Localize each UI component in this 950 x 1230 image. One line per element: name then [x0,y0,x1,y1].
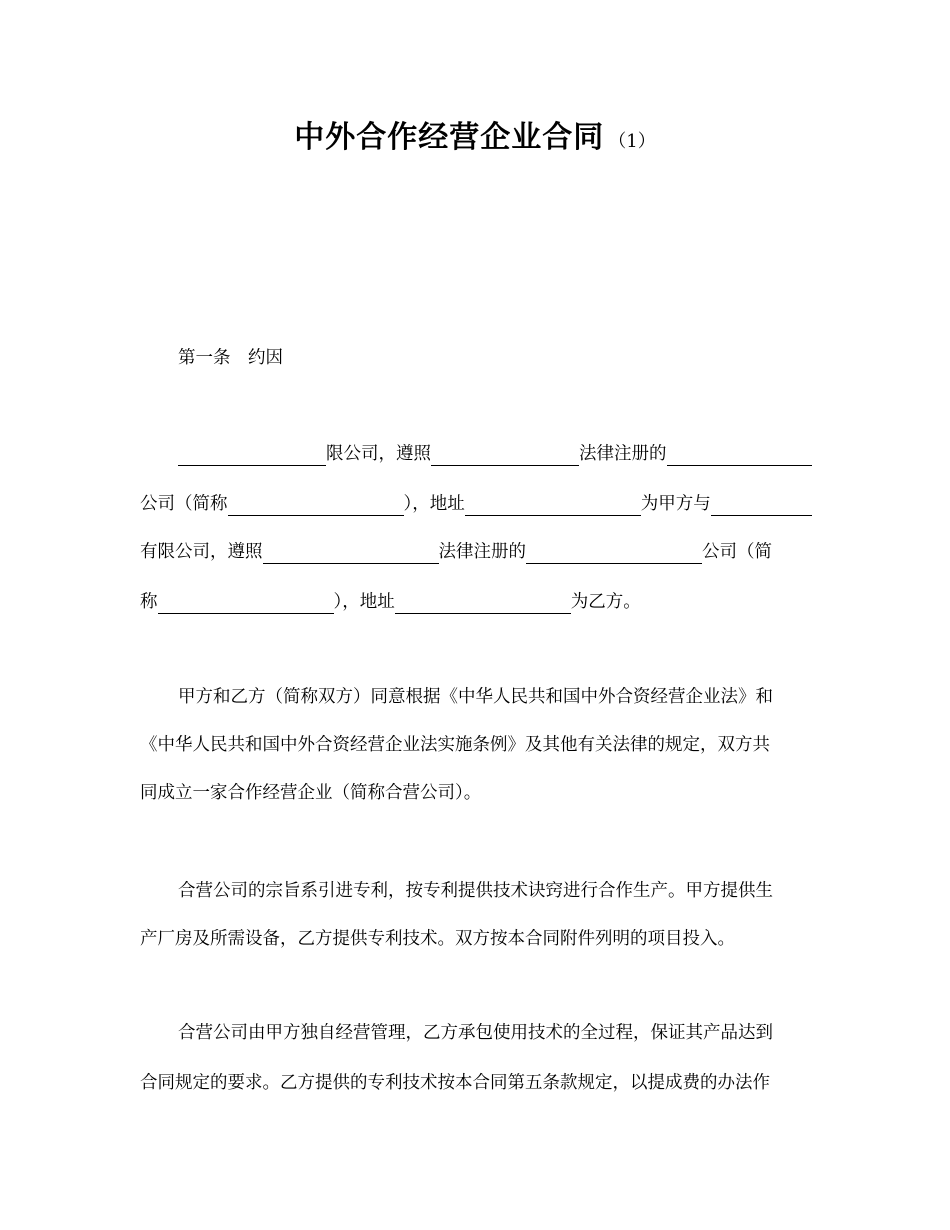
blank-field[interactable] [526,545,702,564]
title-main: 中外合作经营企业合同 [294,120,605,155]
parties-text: 为乙方。 [570,592,641,612]
parties-text: 称 [140,592,158,612]
paragraph-line: 合营公司的宗旨系引进专利，按专利提供技术诀窍进行合作生产。甲方提供生 [178,881,773,901]
parties-line-2 [140,492,812,516]
paragraph-line: 《中华人民共和国中外合资经营企业法实施条例》及其他有关法律的规定，双方共 [140,735,770,755]
parties-text: 公司（简称 [140,494,228,514]
parties-line-4 [140,590,812,614]
blank-field[interactable] [178,447,326,466]
paragraph-line: 同成立一家合作经营企业（简称合营公司）。 [140,783,482,803]
blank-field[interactable] [395,595,571,614]
blank-field[interactable] [228,497,404,516]
paragraph-line: 产厂房及所需设备，乙方提供专利技术。双方按本合同附件列明的项目投入。 [140,929,735,949]
document-title [0,112,950,156]
article-heading: 第一条 约因 [178,348,283,368]
blank-field[interactable] [158,595,334,614]
parties-line-3 [140,540,812,564]
blank-field[interactable] [667,447,813,466]
parties-text: 法律注册的 [579,444,667,464]
parties-text: 法律注册的 [438,542,526,562]
parties-line-1 [178,442,812,466]
paragraph-line: 合同规定的要求。乙方提供的专利技术按本合同第五条款规定，以提成费的办法作 [140,1073,770,1093]
blank-field[interactable] [465,497,641,516]
parties-text: 为甲方与 [640,494,711,514]
blank-field[interactable] [263,545,439,564]
blank-field[interactable] [431,447,579,466]
blank-field[interactable] [711,497,812,516]
paragraph-line: 合营公司由甲方独自经营管理，乙方承包使用技术的全过程，保证其产品达到 [178,1023,773,1043]
title-suffix: （1） [608,131,656,152]
paragraph-line: 甲方和乙方（简称双方）同意根据《中华人民共和国中外合资经营企业法》和 [178,687,773,707]
parties-text: ），地址 [403,494,465,514]
parties-text: 公司（简 [702,542,772,562]
parties-text: 限公司，遵照 [326,444,431,464]
parties-text: ），地址 [333,592,395,612]
parties-text: 有限公司，遵照 [140,542,263,562]
